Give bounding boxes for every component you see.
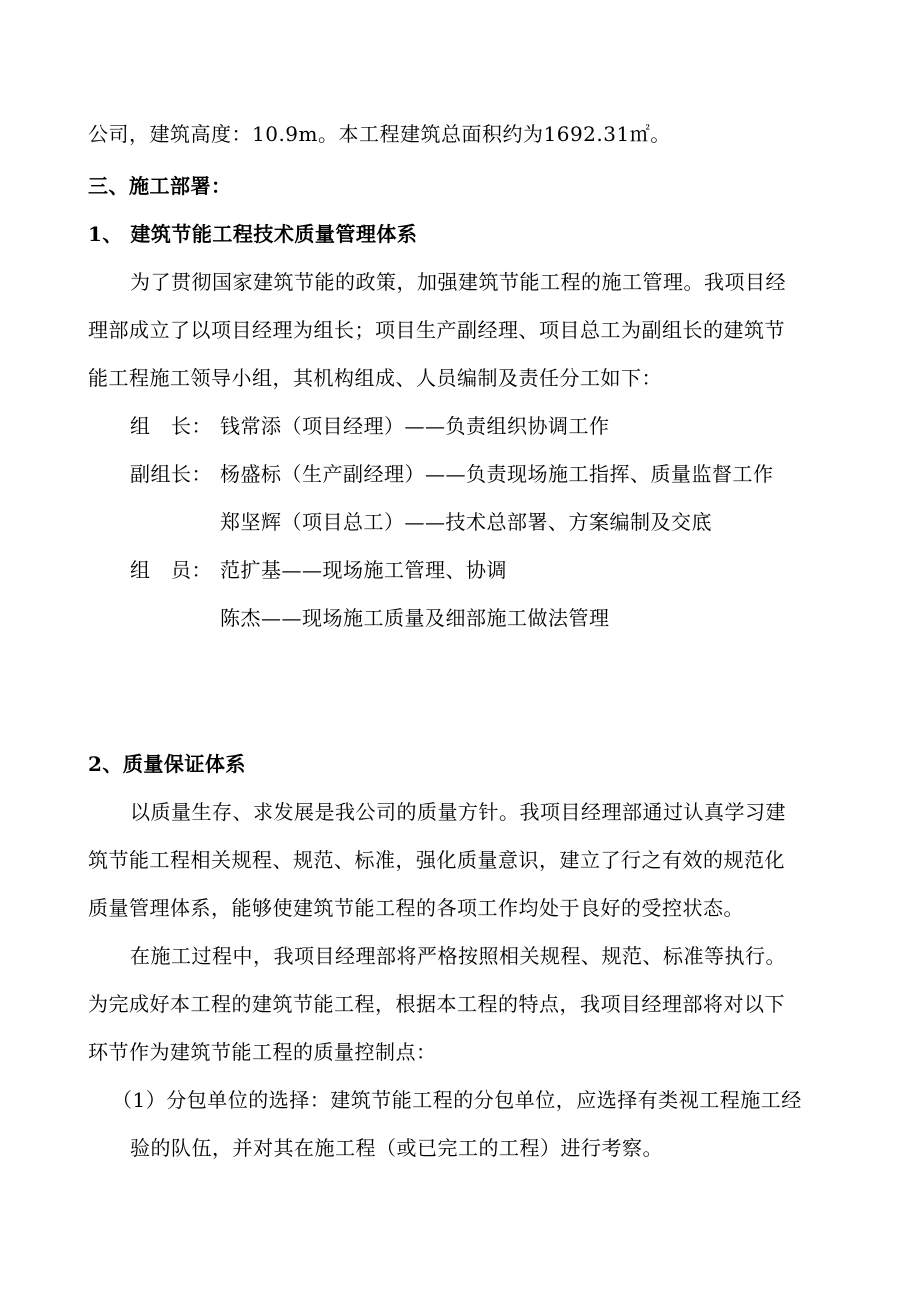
- section-3-heading: 三、施工部署：: [88, 174, 232, 198]
- leader-label: 组 长：: [130, 414, 212, 438]
- paragraph-1-line-3: 能工程施工领导小组，其机构组成、人员编制及责任分工如下：: [88, 366, 662, 390]
- subsection-1-heading: 1、 建筑节能工程技术质量管理体系: [88, 222, 418, 246]
- paragraph-3-line-1: 在施工过程中，我项目经理部将严格按照相关规程、规范、标准等执行。: [130, 944, 786, 968]
- deputy-row-1: [130, 460, 774, 488]
- item-1-line-1: （1）分包单位的选择：建筑节能工程的分包单位，应选择有类视工程施工经: [112, 1088, 802, 1112]
- member-label: 组 员：: [130, 558, 212, 582]
- member-2-text: 陈杰——现场施工质量及细部施工做法管理: [220, 606, 610, 630]
- leader-row: [130, 412, 610, 440]
- paragraph-3-line-2: 为完成好本工程的建筑节能工程，根据本工程的特点，我项目经理部将对以下: [88, 992, 785, 1016]
- paragraph-2-line-3: 质量管理体系，能够使建筑节能工程的各项工作均处于良好的受控状态。: [88, 896, 744, 920]
- intro-tail-line: 公司，建筑高度：10.9m。本工程建筑总面积约为1692.31㎡。: [88, 122, 671, 146]
- deputy-1-text: 杨盛标（生产副经理）——负责现场施工指挥、质量监督工作: [220, 462, 774, 486]
- paragraph-1-line-2: 理部成立了以项目经理为组长；项目生产副经理、项目总工为副组长的建筑节: [88, 318, 785, 342]
- item-1-line-2: 验的队伍，并对其在施工程（或已完工的工程）进行考察。: [130, 1136, 663, 1160]
- paragraph-2-line-1: 以质量生存、求发展是我公司的质量方针。我项目经理部通过认真学习建: [130, 800, 786, 824]
- deputy-2-text: 郑坚辉（项目总工）——技术总部署、方案编制及交底: [220, 510, 712, 534]
- member-row-1: [130, 556, 507, 584]
- subsection-2-heading: 2、质量保证体系: [88, 752, 246, 776]
- paragraph-2-line-2: 筑节能工程相关规程、规范、标准，强化质量意识，建立了行之有效的规范化: [88, 848, 785, 872]
- paragraph-3-line-3: 环节作为建筑节能工程的质量控制点：: [88, 1040, 437, 1064]
- member-1-text: 范扩基——现场施工管理、协调: [220, 558, 507, 582]
- leader-text: 钱常添（项目经理）——负责组织协调工作: [220, 414, 610, 438]
- deputy-label: 副组长：: [130, 462, 212, 486]
- paragraph-1-line-1: 为了贯彻国家建筑节能的政策，加强建筑节能工程的施工管理。我项目经: [130, 270, 786, 294]
